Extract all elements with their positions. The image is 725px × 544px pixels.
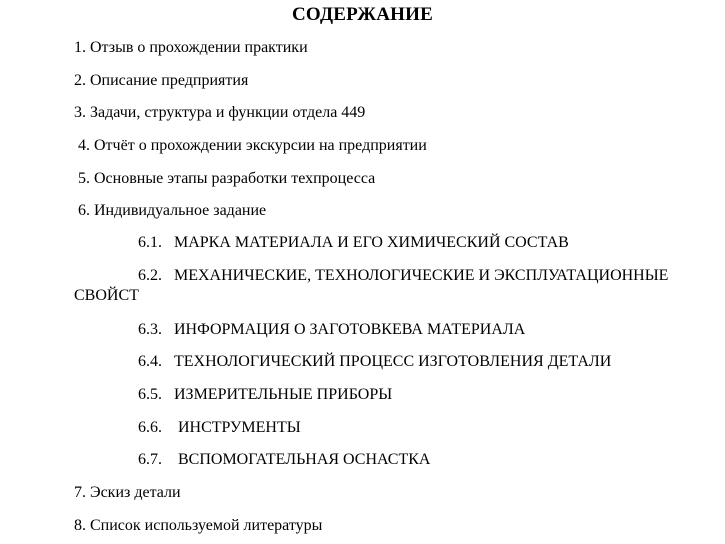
toc-subitem-6-5	[138, 386, 392, 404]
toc-subitem-number: 6.5.	[138, 386, 162, 403]
toc-subitem-number: 6.4.	[138, 353, 162, 370]
toc-item-3: 3. Задачи, структура и функции отдела 449	[74, 104, 366, 121]
toc-subitem-text: МЕХАНИЧЕСКИЕ, ТЕХНОЛОГИЧЕСКИЕ И ЭКСПЛУАТАЦИОННЫЕ	[174, 267, 669, 284]
toc-subitem-6-1	[138, 234, 569, 252]
toc-subitem-continuation: СВОЙСТ	[74, 287, 139, 304]
toc-subitem-6-4	[138, 353, 611, 371]
toc-subitem-text: ВСПОМОГАТЕЛЬНАЯ ОСНАСТКА	[174, 451, 431, 468]
toc-subitem-number: 6.7.	[138, 451, 162, 468]
toc-item-2: 2. Описание предприятия	[74, 72, 249, 89]
toc-item-5: 5. Основные этапы разработки техпроцесса	[78, 170, 376, 187]
toc-item-6: 6. Индивидуальное задание	[78, 202, 267, 219]
toc-item-4: 4. Отчёт о прохождении экскурсии на предприятии	[78, 137, 427, 154]
toc-item-1: 1. Отзыв о прохождении практики	[74, 39, 308, 56]
toc-subitem-number: 6.6.	[138, 419, 162, 436]
toc-subitem-6-7	[138, 451, 430, 469]
toc-subitem-6-2	[74, 267, 719, 305]
toc-item-8: 8. Список используемой литературы	[74, 517, 323, 534]
toc-subitem-text: ИНФОРМАЦИЯ О ЗАГОТОВКЕВА МАТЕРИАЛА	[174, 321, 526, 338]
toc-subitem-text: ИЗМЕРИТЕЛЬНЫЕ ПРИБОРЫ	[174, 386, 393, 403]
toc-subitem-6-3	[138, 321, 525, 339]
toc-subitem-6-6	[138, 419, 301, 437]
toc-subitem-text: МАРКА МАТЕРИАЛА И ЕГО ХИМИЧЕСКИЙ СОСТАВ	[174, 234, 569, 251]
toc-subitem-number: 6.3.	[138, 321, 162, 338]
toc-subitem-number: 6.2.	[138, 267, 162, 284]
toc-subitem-text: ТЕХНОЛОГИЧЕСКИЙ ПРОЦЕСС ИЗГОТОВЛЕНИЯ ДЕТАЛИ	[174, 353, 612, 370]
toc-subitem-number: 6.1.	[138, 234, 162, 251]
page-title: СОДЕРЖАНИЕ	[292, 4, 433, 25]
toc-item-7: 7. Эскиз детали	[74, 484, 181, 501]
toc-subitem-text: ИНСТРУМЕНТЫ	[174, 419, 301, 436]
